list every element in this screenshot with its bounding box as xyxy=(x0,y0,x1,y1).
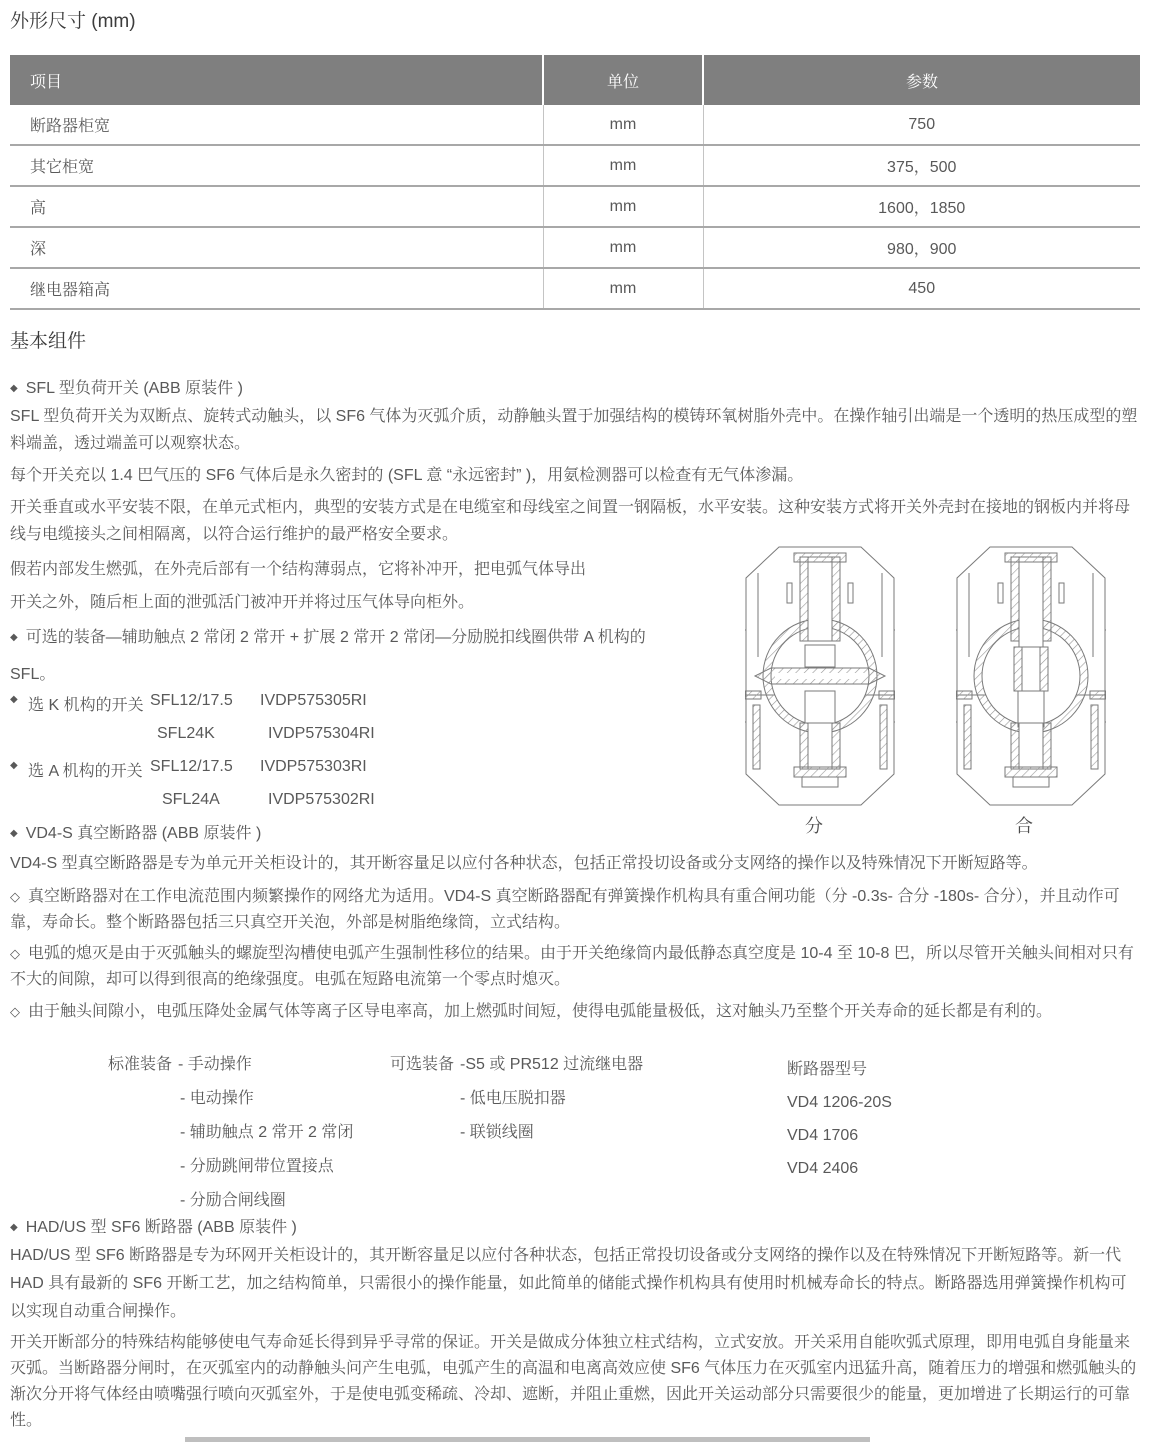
cell-item: 高 xyxy=(10,186,543,227)
page-title: 外形尺寸 (mm) xyxy=(10,11,136,32)
cell-item: 其它柜宽 xyxy=(10,145,543,186)
list-item xyxy=(108,1048,353,1082)
vd4-note-1-text: 真空断路器对在工作电流范围内频繁操作的网络尤为适用。VD4-S 真空断路器配有弹簧操作机构具有重合闸功能（分 -0.3s- 合分 -180s- 合分），并且动作可靠，寿命长。整个断路器包括三只真空开关泡，外部是树脂绝缘筒，立式结构。 xyxy=(10,888,1120,931)
cell-unit: mm xyxy=(543,145,703,186)
diamond-bullet-icon: ◆ xyxy=(10,694,18,705)
column-header-item: 项目 xyxy=(10,55,543,105)
diamond-bullet-icon: ◆ xyxy=(10,383,18,394)
diamond-bullet-icon: ◆ xyxy=(10,828,18,839)
diamond-bullet-icon: ◆ xyxy=(10,1222,18,1233)
cell-item: 继电器箱高 xyxy=(10,268,543,309)
diagram-label-closed: 合 xyxy=(1015,816,1033,836)
section-heading-basic-components: 基本组件 xyxy=(10,331,87,352)
had-paragraph-2: 开关开断部分的特殊结构能够使电气寿命延长得到异乎寻常的保证。开关是做成分体独立柱式结构，立式安放。开关采用自能吹弧式原理，即用电弧自身能量来灭弧。当断路器分闸时，在灭弧室内的动静触头问产生电弧，电弧产生的高温和电离高效应使 SF6 气体压力在灭弧室内迅猛升高，随着压力的增强和燃弧触头的渐次分开将气体经由喷嘴强行喷向灭弧室外，于是使电弧变稀疏、冷却、遮断，并阻止重燃，因此开关运动部分只需要很少的能量，更加增进了长期运行的可靠性。 xyxy=(10,1334,1137,1429)
sfl-optional-note xyxy=(10,620,670,692)
cell-unit: mm xyxy=(543,268,703,309)
cell-value: 980，900 xyxy=(703,227,1140,268)
cutoff-element-bar xyxy=(185,1437,870,1442)
model-row xyxy=(10,758,510,791)
sfl-title-text: SFL 型负荷开关 (ABB 原装件 ) xyxy=(25,380,243,397)
switch-diagrams xyxy=(720,545,1120,845)
table-row xyxy=(10,105,1140,145)
standard-equipment-title: 标准装备 xyxy=(108,1056,173,1073)
sfl-paragraph-4: 假若内部发生燃弧，在外壳后部有一个结构薄弱点，它将补冲开，把电弧气体导出开关之外，随后柜上面的泄弧活门被冲开并将过压气体导向柜外。 xyxy=(10,561,587,611)
had-section-title xyxy=(10,1214,297,1237)
vd4-paragraph-1: VD4-S 型真空断路器是专为单元开关柜设计的，其开断容量足以应付各种状态，包括正常投切设备或分支网络的操作以及特殊情况下开断短路等。 xyxy=(10,855,1038,872)
sfl-paragraph-2: 每个开关充以 1.4 巴气压的 SF6 气体后是永久密封的 (SFL 意 “永远密封” )，用氨检测器可以检查有无气体渗漏。 xyxy=(10,467,804,484)
diagram-label-open: 分 xyxy=(805,816,823,836)
table-row xyxy=(10,227,1140,268)
list-item-text: - 手动操作 xyxy=(178,1056,252,1073)
list-item: VD4 1706 xyxy=(787,1127,859,1144)
vd4-title-text: VD4-S 真空断路器 (ABB 原装件 ) xyxy=(25,825,262,842)
model-code: IVDP575305RI xyxy=(260,692,367,709)
cell-value: 1600，1850 xyxy=(703,186,1140,227)
list-item: - 低电压脱扣器 xyxy=(460,1090,566,1107)
vd4-note-2 xyxy=(10,941,1140,993)
dimensions-table xyxy=(10,55,1140,310)
sfl-model-list xyxy=(10,692,510,824)
had-title-text: HAD/US 型 SF6 断路器 (ABB 原装件 ) xyxy=(25,1219,297,1236)
model-code: IVDP575303RI xyxy=(260,758,367,775)
breaker-model-title: 断路器型号 xyxy=(787,1061,868,1078)
switch-open-diagram xyxy=(745,545,895,807)
cell-unit: mm xyxy=(543,227,703,268)
model-row xyxy=(10,725,510,758)
had-paragraph-1: HAD/US 型 SF6 断路器是专为环网开关柜设计的，其开断容量足以应付各种状态，包括正常投切设备或分支网络的操作以及在特殊情况下开断短路等。新一代 HAD 具有最新的 SF6 开断工艺，加之结构简单，只需很小的操作能量，如此简单的储能式操作机构具有使用时机械寿命长的特点。断路器选用弹簧操作机构可以实现自动重合闸操作。 xyxy=(10,1247,1127,1320)
cell-unit: mm xyxy=(543,105,703,145)
sfl-optional-note-text: 可选的装备—辅助触点 2 常闭 2 常开 + 扩展 2 常开 2 常闭—分励脱扣线圈供带 A 机构的 SFL。 xyxy=(10,629,646,683)
column-header-unit: 单位 xyxy=(543,55,703,105)
model-prefix: 选 K 机构的开关 xyxy=(28,697,144,714)
column-header-value: 参数 xyxy=(703,55,1140,105)
cell-value: 450 xyxy=(703,268,1140,309)
vd4-note-3-text: 由于触头间隙小，电弧压降处金属气体等离子区导电率高，加上燃弧时间短，使得电弧能量极低，这对触头乃至整个开关寿命的延长都是有利的。 xyxy=(28,1003,1053,1020)
sfl-section-title xyxy=(10,375,243,398)
list-item: - 联锁线圈 xyxy=(460,1124,534,1141)
model-code: IVDP575304RI xyxy=(268,725,375,742)
sfl-paragraph-1: SFL 型负荷开关为双断点、旋转式动触头，以 SF6 气体为灭弧介质，动静触头置于加强结构的模铸环氧树脂外壳中。在操作轴引出端是一个透明的热压成型的塑料端盖，透过端盖可以观察状态。 xyxy=(10,408,1138,452)
hollow-diamond-bullet-icon: ◇ xyxy=(10,1004,20,1019)
optional-equipment-list xyxy=(390,1048,643,1150)
model-name: SFL24K xyxy=(157,725,215,742)
vd4-note-3 xyxy=(10,999,1140,1025)
model-row xyxy=(10,692,510,725)
cell-item: 深 xyxy=(10,227,543,268)
vd4-note-1 xyxy=(10,884,1140,936)
list-item: - 分励合闸线圈 xyxy=(180,1192,286,1209)
table-row xyxy=(10,145,1140,186)
standard-equipment-list xyxy=(108,1048,353,1218)
switch-closed-diagram xyxy=(956,545,1106,807)
optional-equipment-title: 可选装备 xyxy=(390,1056,455,1073)
sfl-paragraph-3: 开关垂直或水平安装不限，在单元式柜内，典型的安装方式是在电缆室和母线室之间置一钢隔板，水平安装。这种安装方式将开关外壳封在接地的钢板内并将母线与电缆接头之间相隔离，以符合运行维护的最严格安全要求。 xyxy=(10,499,1131,543)
list-item-text: -S5 或 PR512 过流继电器 xyxy=(460,1056,644,1073)
model-code: IVDP575302RI xyxy=(268,791,375,808)
cell-item: 断路器柜宽 xyxy=(10,105,543,145)
table-row xyxy=(10,268,1140,309)
cell-value: 375，500 xyxy=(703,145,1140,186)
model-name: SFL12/17.5 xyxy=(150,758,233,775)
list-item: VD4 2406 xyxy=(787,1160,859,1177)
list-item: - 电动操作 xyxy=(180,1090,254,1107)
list-item: - 辅助触点 2 常开 2 常闭 xyxy=(180,1124,354,1141)
diamond-bullet-icon: ◆ xyxy=(10,632,18,643)
table-header-row xyxy=(10,55,1140,105)
hollow-diamond-bullet-icon: ◇ xyxy=(10,889,20,904)
vd4-section-title xyxy=(10,820,261,843)
hollow-diamond-bullet-icon: ◇ xyxy=(10,946,20,961)
cell-value: 750 xyxy=(703,105,1140,145)
diamond-bullet-icon: ◆ xyxy=(10,760,18,771)
breaker-model-list xyxy=(787,1053,892,1185)
model-prefix: 选 A 机构的开关 xyxy=(28,763,143,780)
list-item xyxy=(390,1048,643,1082)
list-item: VD4 1206-20S xyxy=(787,1094,892,1111)
vd4-note-2-text: 电弧的熄灭是由于灭弧触头的螺旋型沟槽使电弧产生强制性移位的结果。由于开关绝缘筒内最低静态真空度是 10-4 至 10-8 巴，所以尽管开关触头间相对只有不大的间隙，却可以得到很高的绝缘强度。电弧在短路电流第一个零点时熄灭。 xyxy=(10,945,1134,988)
model-name: SFL24A xyxy=(162,791,220,808)
model-name: SFL12/17.5 xyxy=(150,692,233,709)
list-item: - 分励跳闸带位置接点 xyxy=(180,1158,334,1175)
table-row xyxy=(10,186,1140,227)
cell-unit: mm xyxy=(543,186,703,227)
